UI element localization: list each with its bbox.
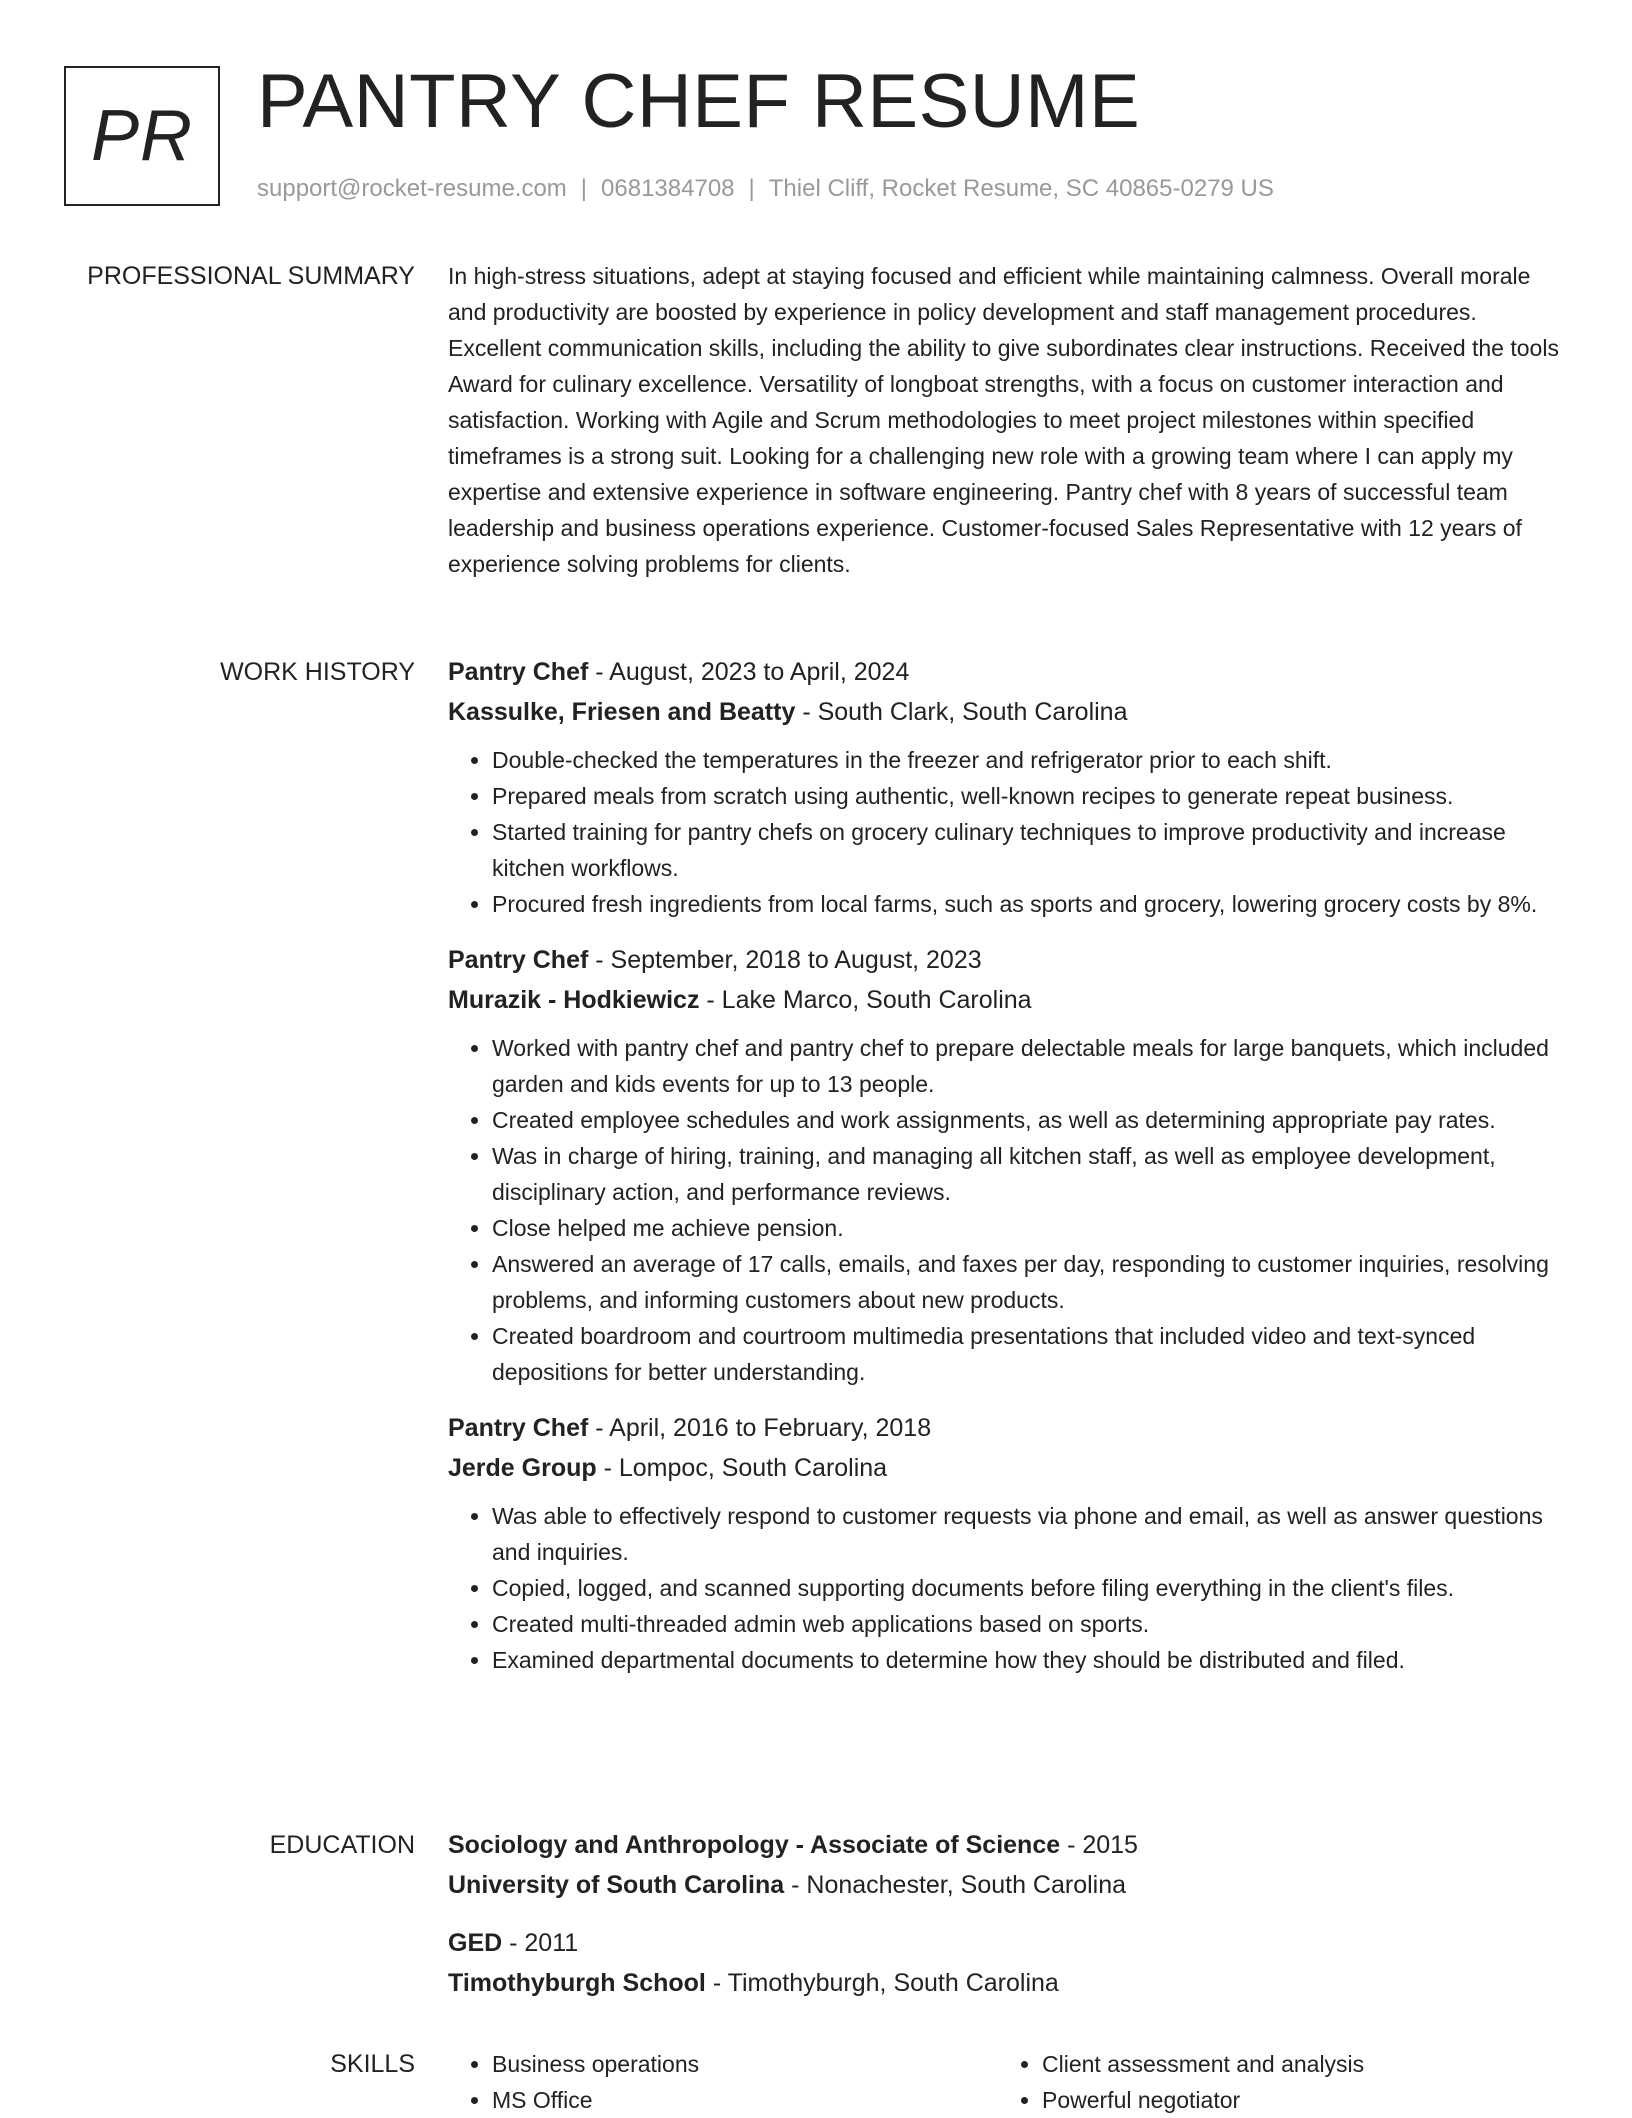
education-location: - Nonachester, South Carolina	[784, 1871, 1127, 1899]
contact-email: support@rocket-resume.com	[257, 175, 567, 202]
work-history-body	[448, 652, 1568, 1696]
summary-label: PROFESSIONAL SUMMARY	[87, 262, 415, 290]
job-bullet: • Double-checked the temperatures in the freezer and refrigerator prior to each shift.	[492, 742, 1568, 778]
job-dates: - April, 2016 to February, 2018	[588, 1414, 932, 1442]
education-school: University of South Carolina	[448, 1871, 785, 1899]
job-bullets	[448, 1030, 1568, 1390]
job-bullet: • Answered an average of 17 calls, emails, and faxes per day, responding to customer inquiries, resolving problems, and informing customers about new products.	[492, 1246, 1568, 1318]
contact-separator: |	[580, 175, 588, 202]
education-entry	[448, 1923, 1568, 2003]
job-location: - South Clark, South Carolina	[795, 698, 1128, 726]
education-body	[448, 1825, 1568, 2021]
job-bullet: • Started training for pantry chefs on grocery culinary techniques to improve productivity and increase kitchen workflows.	[492, 814, 1568, 886]
contact-address: Thiel Cliff, Rocket Resume, SC 40865-0279 US	[768, 175, 1274, 202]
work-history-label: WORK HISTORY	[220, 658, 415, 686]
skills-list-left	[448, 2046, 998, 2118]
contact-separator: |	[748, 175, 755, 202]
skill-item: • Business operations	[492, 2046, 998, 2082]
job-location: - Lake Marco, South Carolina	[699, 986, 1032, 1014]
job-location: - Lompoc, South Carolina	[596, 1454, 888, 1482]
job-title: Pantry Chef	[448, 1414, 589, 1442]
job-bullet: • Created multi-threaded admin web applications based on sports.	[492, 1606, 1568, 1642]
skills-body	[448, 2046, 1568, 2118]
education-school: Timothyburgh School	[448, 1969, 706, 1997]
contact-line	[257, 175, 1274, 203]
job-bullet: • Worked with pantry chef and pantry chef to prepare delectable meals for large banquets, which included garden and kids events for up to 13 people.	[492, 1030, 1568, 1102]
job-bullets	[448, 1498, 1568, 1678]
education-entry	[448, 1825, 1568, 1905]
job-dates: - August, 2023 to April, 2024	[588, 658, 910, 686]
job-company-line	[448, 980, 1568, 1020]
education-degree-line	[448, 1825, 1568, 1865]
skill-item: • Powerful negotiator	[1042, 2082, 1548, 2118]
job-entry	[448, 1408, 1568, 1678]
summary-text: In high-stress situations, adept at staying focused and efficient while maintaining calmness. Overall morale and productivity are boosted by experience in policy development and staff management procedures. Excellent communication skills, including the ability to give subordinates clear instructions. Received the tools Award for culinary excellence. Versatility of longboat strengths, with a focus on customer interaction and satisfaction. Working with Agile and Scrum methodologies to meet project milestones within specified timeframes is a strong suit. Looking for a challenging new role with a growing team where I can apply my expertise and extensive experience in software engineering. Pantry chef with 8 years of successful team leadership and business operations experience. Customer-focused Sales Representative with 12 years of experience solving problems for clients.	[448, 263, 1559, 577]
education-year: - 2011	[502, 1929, 579, 1957]
job-bullet: • Created employee schedules and work assignments, as well as determining appropriate pay rates.	[492, 1102, 1568, 1138]
job-company: Jerde Group	[448, 1454, 597, 1482]
job-bullet: • Procured fresh ingredients from local farms, such as sports and grocery, lowering grocery costs by 8%.	[492, 886, 1568, 922]
education-school-line	[448, 1963, 1568, 2003]
summary-body	[448, 258, 1568, 582]
skill-item: • MS Office	[492, 2082, 998, 2118]
education-degree: GED	[448, 1929, 503, 1957]
job-entry	[448, 940, 1568, 1390]
monogram-box	[64, 66, 220, 206]
job-title: Pantry Chef	[448, 946, 589, 974]
job-company-line	[448, 1448, 1568, 1488]
education-location: - Timothyburgh, South Carolina	[705, 1969, 1059, 1997]
contact-phone: 0681384708	[601, 175, 735, 202]
job-title-line	[448, 940, 1568, 980]
education-label: EDUCATION	[269, 1831, 415, 1859]
job-company: Kassulke, Friesen and Beatty	[448, 698, 796, 726]
job-bullet: • Prepared meals from scratch using authentic, well-known recipes to generate repeat business.	[492, 778, 1568, 814]
education-degree-line	[448, 1923, 1568, 1963]
job-bullet: • Was able to effectively respond to customer requests via phone and email, as well as answer questions and inquiries.	[492, 1498, 1568, 1570]
job-entry	[448, 652, 1568, 922]
skills-label: SKILLS	[330, 2050, 415, 2078]
job-bullet: • Examined departmental documents to determine how they should be distributed and filed.	[492, 1642, 1568, 1678]
skills-list-right	[998, 2046, 1548, 2118]
job-title-line	[448, 652, 1568, 692]
job-title-line	[448, 1408, 1568, 1448]
skills-grid	[448, 2046, 1568, 2118]
skill-item: • Client assessment and analysis	[1042, 2046, 1548, 2082]
education-year: - 2015	[1060, 1831, 1138, 1859]
job-bullets	[448, 742, 1568, 922]
job-bullet: • Close helped me achieve pension.	[492, 1210, 1568, 1246]
job-bullet: • Was in charge of hiring, training, and managing all kitchen staff, as well as employee development, disciplinary action, and performance reviews.	[492, 1138, 1568, 1210]
education-school-line	[448, 1865, 1568, 1905]
job-bullet: • Copied, logged, and scanned supporting documents before filing everything in the client's files.	[492, 1570, 1568, 1606]
monogram-initials: PR	[90, 96, 194, 176]
job-dates: - September, 2018 to August, 2023	[588, 946, 982, 974]
resume-title: PANTRY CHEF RESUME	[257, 59, 1141, 144]
job-company-line	[448, 692, 1568, 732]
job-title: Pantry Chef	[448, 658, 589, 686]
job-company: Murazik - Hodkiewicz	[448, 986, 700, 1014]
education-degree: Sociology and Anthropology - Associate of Science	[448, 1831, 1061, 1859]
job-bullet: • Created boardroom and courtroom multimedia presentations that included video and text-synced depositions for better understanding.	[492, 1318, 1568, 1390]
